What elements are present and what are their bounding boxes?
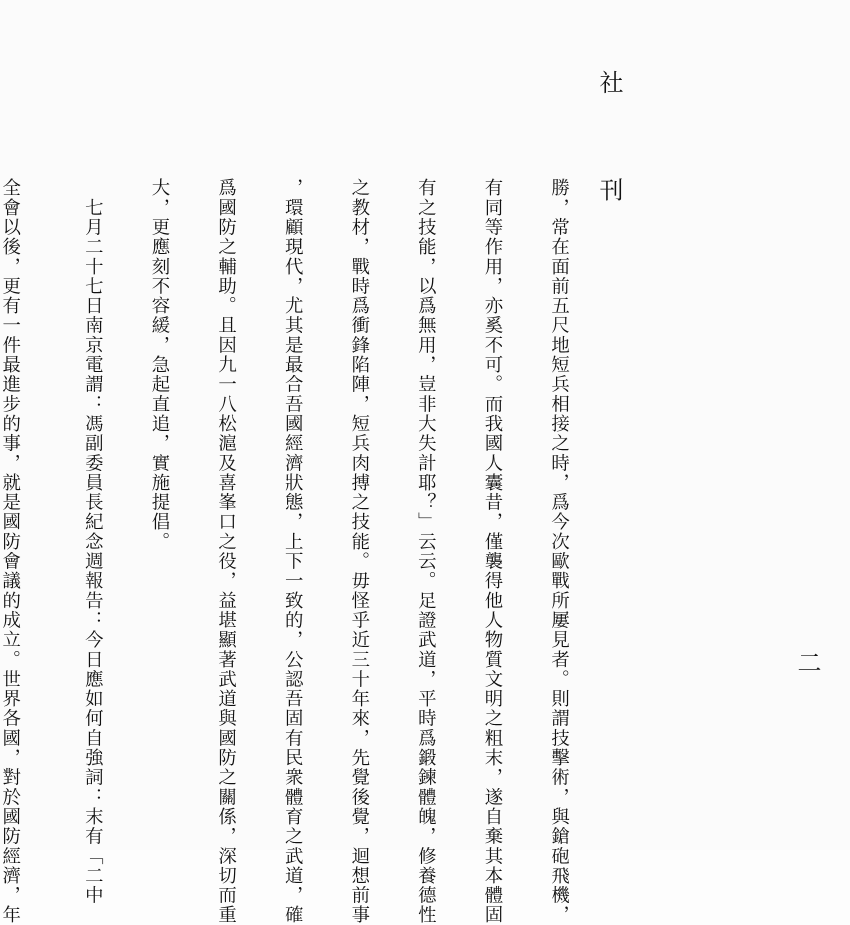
text-column: 全會以後，更有一件最進步的事，就是國防會議的成立。世界各國，對於國防經濟，年 [0, 178, 21, 925]
text-column: 有之技能，以爲無用，豈非大失計耶？」云云。足證武道，平時爲鍛鍊體魄，修養德性 [415, 178, 437, 925]
text-column: 勝，常在面前五尺地短兵相接之時，爲今次歐戰所屢見者。則謂技擊術，與鎗砲飛機， [548, 178, 570, 925]
page-number: 二 [793, 650, 821, 712]
text-column: ，環顧現代，尤其是最合吾國經濟狀態，上下一致的，公認吾固有民衆體育之武道，確 [282, 178, 304, 925]
journal-title: 社 刊 [595, 70, 623, 240]
text-column: 爲國防之輔助。且因九一八松滬及喜峯口之役，益堪顯著武道與國防之關係，深切而重 [215, 178, 237, 925]
text-column: 大，更應刻不容緩，急起直追，實施提倡。 [148, 178, 170, 552]
body-text [0, 178, 614, 925]
text-column: 之教材，戰時爲衝鋒陷陣，短兵肉搏之技能。毋怪乎近三十年來，先覺後覺，迴想前事 [348, 178, 370, 925]
text-column: 有同等作用，亦奚不可。而我國人囊昔，僅襲得他人物質文明之粗末，遂自棄其本體固 [481, 178, 503, 925]
text-column: 七月二十七日南京電謂：馮副委員長紀念週報告：今日應如何自強詞：末有「二中 [82, 178, 104, 906]
